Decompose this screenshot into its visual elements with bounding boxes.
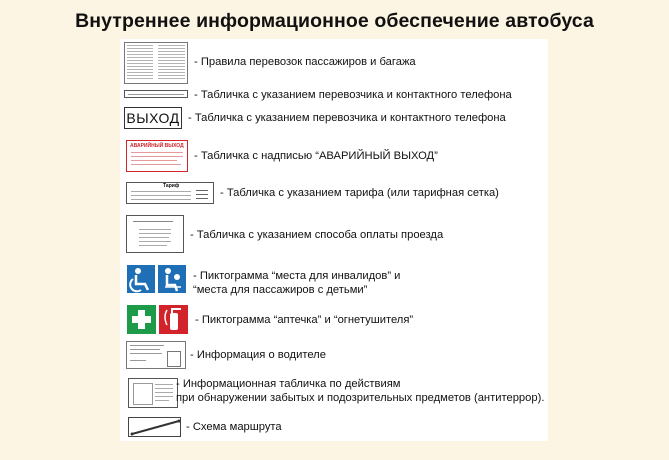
driver-info-label: - Информация о водителе <box>190 349 326 361</box>
antiterror-plate-icon <box>128 378 178 408</box>
tariff-plate-icon <box>126 182 214 204</box>
tariff-plate-text: Тариф <box>163 183 180 189</box>
disabled-and-children-seats-icon <box>127 265 187 295</box>
rules-document-icon <box>124 42 188 84</box>
exit-plate-label: - Табличка с указанием перевозчика и контактного телефона <box>188 112 506 124</box>
route-scheme-icon <box>128 417 181 437</box>
carrier-plate-icon <box>124 90 188 98</box>
emergency-exit-sign-text: АВАРИЙНЫЙ ВЫХОД <box>130 143 184 149</box>
first-aid-label: - Пиктограмма “аптечка” и “огнетушителя” <box>195 314 414 326</box>
page-title: Внутреннее информационное обеспечение автобуса <box>75 10 594 32</box>
antiterror-label-line-2: при обнаружении забытых и подозрительных предметов (антитеррор). <box>176 392 545 404</box>
route-scheme-label: - Схема маршрута <box>186 421 282 433</box>
disabled-seat-icon <box>127 265 187 295</box>
tariff-label: - Табличка с указанием тарифа (или тарифная сетка) <box>220 187 499 199</box>
disabled-children-label <box>193 269 400 297</box>
info-panel <box>120 39 548 441</box>
payment-method-label: - Табличка с указанием способа оплаты проезда <box>190 229 444 241</box>
antiterror-label <box>176 377 544 405</box>
exit-sign-text: ВЫХОД <box>126 110 180 126</box>
disabled-children-label-line-1: - Пиктограмма “места для инвалидов” и <box>193 270 401 282</box>
exit-sign-icon <box>124 107 182 129</box>
emergency-exit-label: - Табличка с надписью “АВАРИЙНЫЙ ВЫХОД” <box>194 150 438 162</box>
rules-label: - Правила перевозок пассажиров и багажа <box>194 56 416 68</box>
driver-info-icon <box>126 341 186 369</box>
payment-method-plate-icon <box>126 215 184 253</box>
first-aid-and-extinguisher-icon <box>127 305 189 335</box>
carrier-plate-label: - Табличка с указанием перевозчика и контактного телефона <box>194 89 512 101</box>
emergency-exit-sign-icon <box>126 140 188 172</box>
disabled-children-label-line-2: “места для пассажиров с детьми” <box>193 284 368 296</box>
antiterror-label-line-1: - Информационная табличка по действиям <box>176 378 401 390</box>
